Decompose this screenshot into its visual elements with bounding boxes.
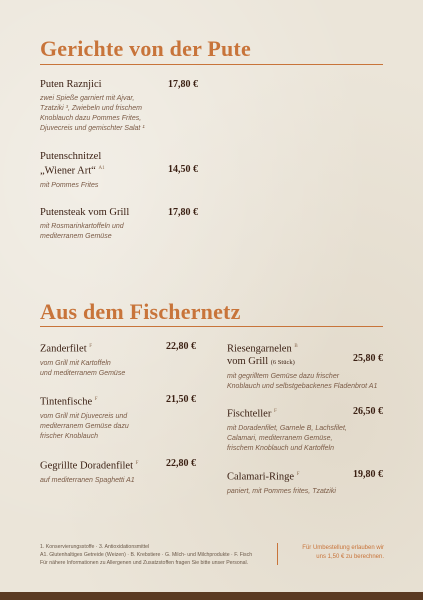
item-description: mit gegrilltem Gemüse dazu frischer Knoblauch und selbstgebackenes Fladenbrot A1: [227, 372, 378, 390]
item-name: Putensteak vom Grill: [40, 207, 130, 218]
item-name: Tintenfische $^F$: [40, 396, 98, 408]
item-price: 25,80 €: [353, 353, 383, 364]
item-price: 14,50 €: [168, 164, 198, 175]
item-price: 19,80 €: [353, 469, 383, 480]
item-name: Gegrillte Doradenfilet $^F$: [40, 460, 139, 472]
item-description: vom Grill mit Kartoffeln und mediterranem Gemüse: [40, 359, 126, 377]
item-price: 22,80 €: [166, 341, 196, 352]
item-name: Putenschnitzel „Wiener Art“ $^{A1}$: [40, 151, 105, 177]
section-divider: [40, 64, 383, 65]
item-price: 26,50 €: [353, 406, 383, 417]
item-price: 17,80 €: [168, 79, 198, 90]
item-description: zwei Spieße garniert mit Ajvar, Tzatziki ³, Zwiebeln und frischem Knoblauch dazu Pommes Frites, Djuvecreis und gemischter Salat ¹: [40, 95, 145, 132]
section-title-fisch: Aus dem Fischernetz: [40, 299, 241, 324]
item-description: vom Grill mit Djuvecreis und mediterranem Gemüse dazu frischer Knoblauch: [40, 412, 129, 440]
footer-divider: [277, 543, 278, 565]
item-description: mit Pommes Frites: [40, 181, 99, 189]
item-price: 21,50 €: [166, 394, 196, 405]
item-name: Calamari-Ringe $^F$: [227, 471, 300, 483]
item-description: mit Rosmarinkartoffeln und mediterranem Gemüse: [40, 223, 124, 240]
item-price: 17,80 €: [168, 207, 198, 218]
item-description: auf mediterranen Spaghetti A1: [40, 476, 135, 484]
section-title-pute: Gerichte von der Pute: [40, 36, 251, 61]
item-name: Fischteller $^F$: [227, 408, 277, 420]
section-divider: [40, 326, 383, 327]
menu-item-riesengarnelen: [227, 341, 387, 392]
item-description: paniert, mit Pommes frites, Tzatziki: [227, 487, 336, 495]
item-price: 22,80 €: [166, 458, 196, 469]
item-name: Puten Raznjici: [40, 79, 102, 90]
item-description: mit Doradenfilet, Garnele B, Lachsfilet, Calamari, mediterranem Gemüse, frischem Knoblauch und Kartoffeln: [227, 424, 347, 452]
bottom-border: [0, 592, 423, 600]
item-name: Zanderfilet $^F$: [40, 343, 93, 355]
takeaway-note: Für Umbestellung erlauben wir uns 1,50 € zu berechnen.: [302, 545, 384, 560]
item-name: Riesengarnelen $^B$ vom Grill (6 Stück): [227, 343, 298, 367]
allergen-footnote: 1. Konservierungsstoffe · 3. Antioxidationsmittel A1. Glutenhaltiges Getreide (Weizen) · B. Krebstiere · G. Milch- und Milchprodukte · F. Fisch Für nähere Informationen zu Allergenen und Zusatzstoffen fragen Sie bitte unser Personal.: [40, 544, 253, 566]
